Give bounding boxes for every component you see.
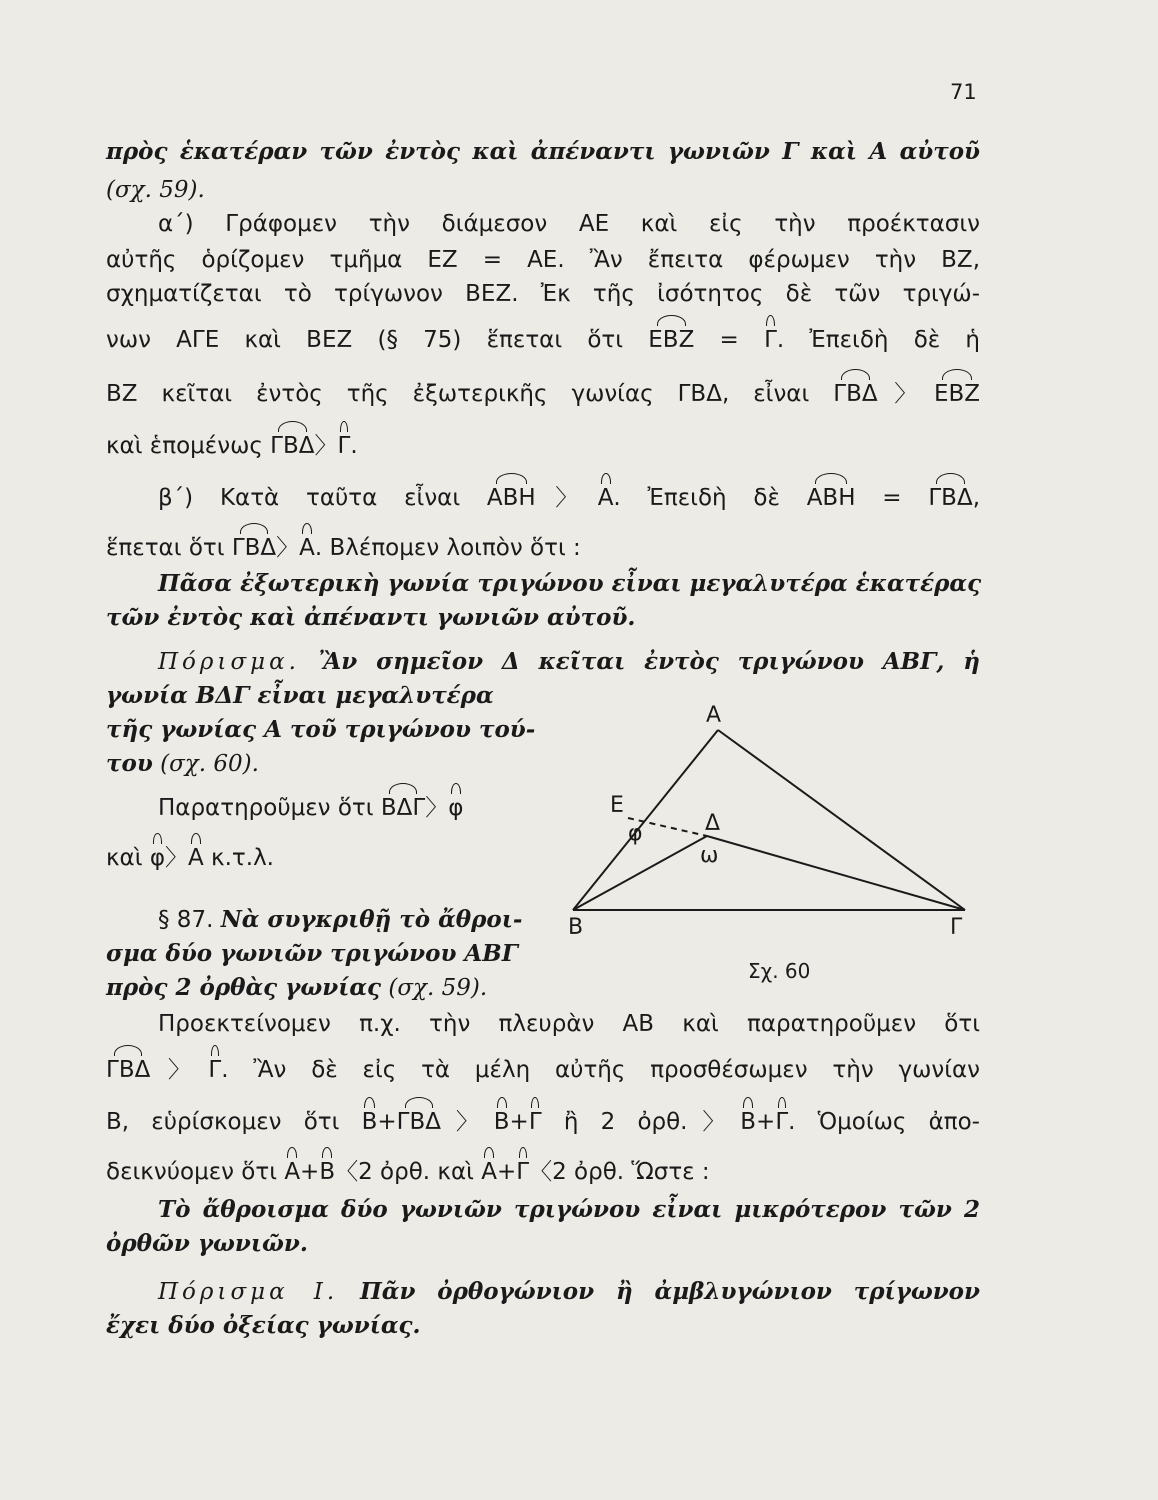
label-b: Β [568,915,584,940]
angle-hat: Α [284,1159,301,1185]
text-line: καὶ φ〉Α κ.τ.λ. [106,845,274,871]
angle-hat: Α [597,485,614,511]
text-line: ΓΒΔ〉Γ. Ἂν δὲ εἰς τὰ μέλη αὐτῆς προσθέσωμεν τὴν γωνίαν [106,1057,981,1083]
angle-hat: Α [481,1159,497,1185]
angle-hat: Α [188,845,204,871]
angle-hat: Β [740,1109,757,1135]
label-d: Δ [705,811,721,836]
text-line: του (σχ. 60). [106,750,259,777]
side-ab [573,730,721,910]
text-line: α΄) Γράφομεν τὴν διάμεσον ΑΕ καὶ εἰς τὴν προέκτασιν [158,211,980,237]
angle-hat: ΑΒΗ [806,485,856,511]
text-line: νων ΑΓΕ καὶ ΒΕΖ (§ 75) ἕπεται ὅτι ΕΒΖ = Γ. Ἐπειδὴ δὲ ἡ [106,327,980,353]
label-a: Α [706,703,722,728]
text-line: Πόρισμα Ι. Πᾶν ὀρθογώνιον ἢ ἀμβλυγώνιον τρίγωνον [158,1278,980,1305]
angle-hat: Α [299,535,315,561]
text-line: αὐτῆς ὁρίζομεν τμῆμα ΕΖ = ΑΕ. Ἂν ἔπειτα φέρωμεν τὴν ΒΖ, [106,247,980,273]
angle-hat: ΓΒΔ [270,433,315,459]
angle-hat: Β [493,1109,510,1135]
text-line: ἕπεται ὅτι ΓΒΔ〉Α. Βλέπομεν λοιπὸν ὅτι : [106,535,581,561]
angle-hat: ΕΒΖ [648,327,695,353]
side-ag [718,730,965,910]
text-line: πρὸς 2 ὀρθὰς γωνίας (σχ. 59). [106,974,488,1001]
text-line: σμα δύο γωνιῶν τριγώνου ΑΒΓ [106,940,519,967]
text-line: ὀρθῶν γωνιῶν. [106,1230,308,1257]
text-line: τῆς γωνίας Α τοῦ τριγώνου τού- [106,716,536,743]
angle-hat: ΒΔΓ [380,795,426,821]
text-line: τῶν ἐντὸς καὶ ἀπέναντι γωνιῶν αὐτοῦ. [106,604,636,631]
angle-hat: Β [319,1159,336,1185]
text-line: πρὸς ἑκατέραν τῶν ἐντὸς καὶ ἀπέναντι γωνιῶν Γ καὶ Α αὐτοῦ [106,138,980,165]
segment-bd [573,836,707,910]
angle-hat: ΕΒΖ [933,381,981,407]
text-line: Προεκτείνομεν π.χ. τὴν πλευρὰν ΑΒ καὶ παρατηροῦμεν ὅτι [158,1011,980,1037]
text-line: δεικνύομεν ὅτι Α+Β〈2 ὀρθ. καὶ Α+Γ〈2 ὀρθ. Ὥστε : [106,1159,710,1185]
text-line: καὶ ἑπομένως ΓΒΔ〉Γ. [106,433,358,459]
angle-hat: ΓΒΔ [928,485,973,511]
angle-hat: Β [361,1109,378,1135]
label-g: Γ [950,915,963,940]
angle-hat: Γ [528,1109,542,1135]
label-phi: φ [628,821,643,846]
text-line: Πόρισμα. Ἂν σημεῖον Δ κεῖται ἐντὸς τριγώνου ΑΒΓ, ἡ [158,648,980,675]
angle-hat: Γ [208,1057,222,1083]
figure-caption: Σχ. 60 [748,959,811,983]
angle-hat: φ [448,795,464,821]
angle-hat: ΑΒΗ [486,485,536,511]
text-line: γωνία ΒΔΓ εἶναι μεγαλυτέρα [106,682,494,709]
angle-hat: Γ [337,433,351,459]
page-number: 71 [950,80,977,104]
angle-hat: φ [149,845,165,871]
text-line: Παρατηροῦμεν ὅτι ΒΔΓ〉φ [158,795,464,821]
segment-ed [628,818,707,836]
text-line: σχηματίζεται τὸ τρίγωνον ΒΕΖ. Ἐκ τῆς ἰσότητος δὲ τῶν τριγώ- [106,281,980,307]
text-line: ἔχει δύο ὀξείας γωνίας. [106,1312,421,1339]
text-line: ΒΖ κεῖται ἐντὸς τῆς ἐξωτερικῆς γωνίας ΓΒΔ, εἶναι ΓΒΔ〉ΕΒΖ [106,381,981,407]
angle-hat: Γ [775,1109,789,1135]
angle-hat: ΓΒΔ [231,535,277,561]
text-line: Β, εὑρίσκομεν ὅτι Β+ΓΒΔ〉Β+Γ ἢ 2 ὀρθ.〉Β+Γ. Ὁμοίως ἀπο- [106,1109,980,1135]
segment-dg [707,836,965,910]
text-line: Πᾶσα ἐξωτερικὴ γωνία τριγώνου εἶναι μεγαλυτέρα ἑκατέρας [158,570,982,597]
angle-hat: Γ [516,1159,530,1185]
text-line: Τὸ ἄθροισμα δύο γωνιῶν τριγώνου εἶναι μικρότερον τῶν 2 [158,1196,980,1223]
label-e: Ε [610,793,624,818]
angle-hat: ΓΒΔ [833,381,878,407]
section-heading: § 87. Νὰ συγκριθῇ τὸ ἄθροι- [158,906,523,933]
text-line: β΄) Κατὰ ταῦτα εἶναι ΑΒΗ〉Α. Ἐπειδὴ δὲ ΑΒΗ = ΓΒΔ, [158,485,980,511]
angle-hat: ΓΒΔ [396,1109,441,1135]
angle-hat: Γ [764,327,777,353]
text-line: (σχ. 59). [106,177,205,203]
label-omega: ω [700,843,719,868]
angle-hat: ΓΒΔ [106,1057,151,1083]
